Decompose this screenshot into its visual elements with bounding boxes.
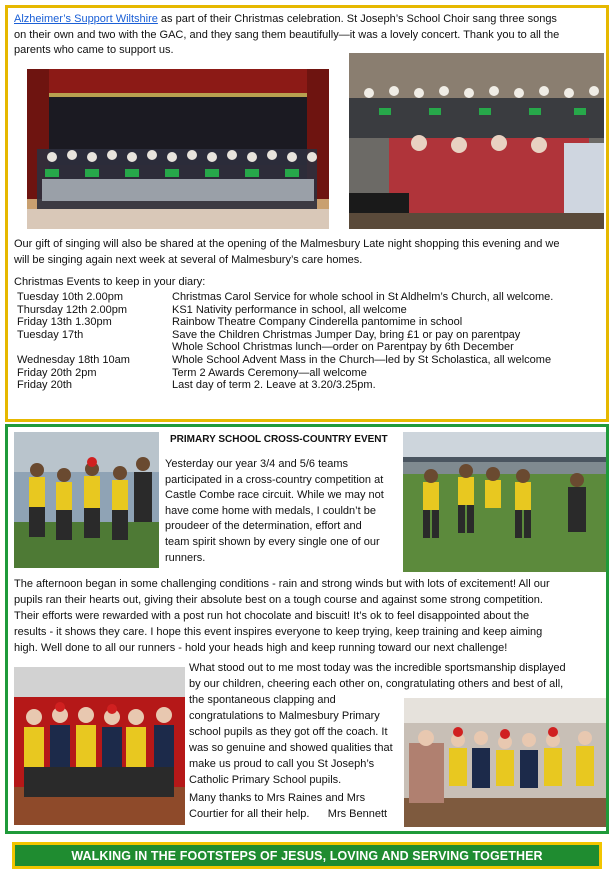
event-row [17, 354, 551, 367]
text-line: have come home with medals, I couldn’t be [165, 504, 376, 517]
event-description: KS1 Nativity performance in school, all welcome [172, 303, 407, 316]
text-line: What stood out to me most today was the incredible sportsmanship displayed [189, 662, 566, 674]
event-date: Friday 20th 2pm [17, 366, 97, 379]
event-date: Tuesday 10th 2.00pm [17, 291, 123, 303]
choir-intro-paragraph [14, 12, 606, 59]
event-row [17, 291, 553, 304]
text-line: make us proud to call you St Joseph’s [189, 758, 375, 770]
cross-country-afternoon-paragraph [14, 576, 606, 656]
signature: Mrs Bennett [327, 808, 388, 820]
text-line: The afternoon began in some challenging conditions - rain and strong winds but with lots of excitement! All our [14, 578, 550, 590]
school-choir-stage-photo [27, 69, 329, 229]
hot-chocolate-team-photo-1 [14, 667, 185, 825]
alzheimers-support-link[interactable]: Alzheimer’s Support Wiltshire [14, 13, 158, 25]
event-description: Last day of term 2. Leave at 3.20/3.25pm. [172, 379, 376, 392]
event-description: Christmas Carol Service for whole school in St Aldhelm’s Church, all welcome. [172, 291, 554, 303]
event-description: Whole School Christmas lunch—order on Parentpay by 6th December [172, 341, 514, 354]
intro-line-2: on their own and two with the GAC, and they sang them beautifully—it was a lovely concert. Thank you to all the [14, 28, 560, 41]
choir-news-panel [5, 5, 609, 422]
intro-line-1: as part of their Christmas celebration. St Joseph’s School Choir sang three songs [157, 13, 557, 25]
event-date: Thursday 12th 2.00pm [17, 303, 128, 316]
text-line: Yesterday our year 3/4 and 5/6 teams [165, 458, 349, 470]
gift-of-singing-paragraph: Our gift of singing will also be shared at the opening of the Malmesbury Late night shopping this evening and we will be singing again next week at several of Malmesbury’s care homes. [14, 238, 560, 266]
text-line: results - it shows they care. I hope this event inspires everyone to keep trying, keep training and keep aiming [14, 626, 543, 638]
cross-country-team-photo-1 [14, 432, 159, 568]
event-row [17, 329, 520, 342]
school-motto-banner [12, 842, 602, 869]
event-row [17, 341, 514, 354]
event-row [17, 304, 407, 317]
cross-country-panel [5, 424, 609, 834]
cross-country-heading: PRIMARY SCHOOL CROSS-COUNTRY EVENT [170, 434, 388, 445]
event-description: Save the Children Christmas Jumper Day, bring £1 or pay on parentpay [172, 328, 521, 341]
event-date: Wednesday 18th 10am [17, 354, 130, 366]
gac-choir-photo [349, 53, 604, 229]
event-description: Term 2 Awards Ceremony—all welcome [172, 366, 367, 379]
event-description: Whole School Advent Mass in the Church—led by St Scholastica, all welcome [172, 354, 552, 366]
event-row [17, 316, 462, 329]
text-line: by our children, cheering each other on, congratulating others and best of all, [189, 678, 564, 690]
text-line: school pupils as they got off the coach. It [189, 726, 388, 738]
text-line: team spirit shown by every single one of our [165, 535, 380, 548]
text-line: runners. [165, 551, 206, 564]
text-line: was so genuine and showed qualities that [189, 742, 393, 754]
text-line: high. Well done to all our runners - hold your heads high and keep running toward our next challenge! [14, 642, 508, 654]
cross-country-running-photo [403, 432, 606, 572]
school-motto: WALKING IN THE FOOTSTEPS OF JESUS, LOVING AND SERVING TOGETHER [71, 848, 543, 863]
event-row [17, 379, 376, 392]
event-row [17, 367, 367, 380]
event-date: Tuesday 17th [17, 328, 84, 341]
text-line: the spontaneous clapping and [189, 694, 336, 706]
event-description: Rainbow Theatre Company Cinderella pantomime in school [172, 316, 463, 329]
intro-line-3: parents who came to support us. [14, 44, 174, 56]
text-line: congratulations to Malmesbury Primary [189, 710, 380, 722]
text-line: Castle Combe race circuit. While we may not [165, 489, 384, 502]
event-date: Friday 13th 1.30pm [17, 316, 112, 329]
cross-country-intro-paragraph [165, 457, 405, 566]
text-line: pupils ran their hearts out, giving their absolute best on a tough course and against some strong competition. [14, 594, 543, 606]
events-heading: Christmas Events to keep in your diary: [14, 276, 206, 288]
thanks-paragraph: Many thanks to Mrs Raines and Mrs Courtier for all their help. Mrs Bennett [189, 792, 388, 820]
event-date: Friday 20th [17, 379, 73, 392]
hot-chocolate-team-photo-2 [404, 698, 606, 827]
text-line: Their efforts were rewarded with a post run hot chocolate and biscuit! It’s ok to feel disappointed about the [14, 610, 530, 622]
text-line: proudeer of the determination, effort and [165, 520, 362, 533]
text-line: participated in a cross-country competition at [165, 473, 384, 486]
text-line: Catholic Primary School pupils. [189, 774, 342, 786]
